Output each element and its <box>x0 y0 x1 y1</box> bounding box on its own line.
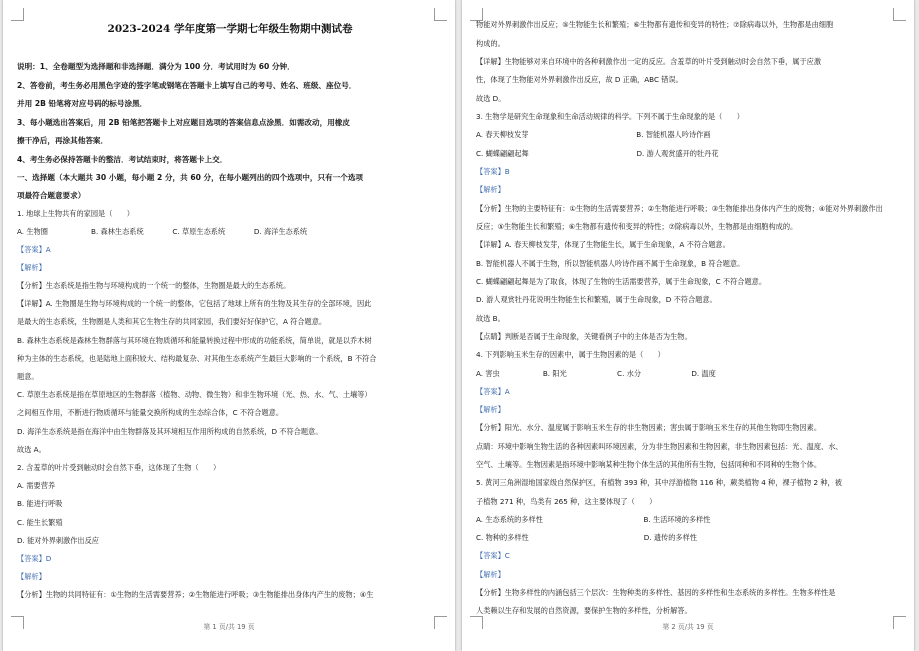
text-line: D. 游人观赏牡丹花说明生物能生长和繁殖，属于生命现象，D 不符合题意。 <box>476 295 717 304</box>
text-line: 【分析】生物的共同特征有：①生物的生活需要营养；②生物能进行呼吸；③生物能排出身体内产生的废物；④生 <box>17 590 374 599</box>
text-line: 【分析】生态系统是指生物与环境构成的一个统一的整体，生物圈是最大的生态系统。 <box>17 281 291 290</box>
crop-mark <box>11 8 24 21</box>
text-line: 故选 B。 <box>476 314 505 323</box>
page-number: 第 1 页/共 19 页 <box>203 623 255 631</box>
text-line: 项最符合题意要求） <box>17 191 86 200</box>
text-line: C. 蝴蝶翩翩起舞是为了取食，体现了生物的生活需要营养，属于生命现象，C 不符合题意。 <box>476 277 767 286</box>
text-line: 3、每小题选出答案后，用 2B 铅笔把答题卡上对应题目选项的答案信息点涂黑．如需改动，用橡皮 <box>17 118 350 127</box>
text-line: A. 害虫 B. 阳光 C. 水分 D. 温度 <box>476 369 716 378</box>
text-line: 故选 D。 <box>476 94 506 103</box>
text-line: 【分析】生物多样性的内涵包括三个层次：生物种类的多样性、基因的多样性和生态系统的多样性。生物多样性是 <box>476 588 836 597</box>
section-tag: 【解析】 <box>476 405 505 414</box>
text-line: 并用 2B 铅笔将对应号码的标号涂黑． <box>17 99 148 108</box>
text-line: 反应；⑤生物能生长和繁殖；⑥生物都有遗传和变异的特性；⑦除病毒以外，生物都是由细胞构成的。 <box>476 222 798 231</box>
text-line: 【详解】A. 生物圈是生物与环境构成的一个统一的整体，它包括了地球上所有的生物及其生存的全部环境，因此 <box>17 299 372 308</box>
section-tag: 【答案】B <box>476 167 510 176</box>
page-title: 2023-2024 学年度第一学期七年级生物期中测试卷 <box>107 23 353 35</box>
text-line: 之间相互作用，不断进行物质循环与能量交换所构成的生态综合体，C 不符合题意。 <box>17 408 284 417</box>
text-line: 人类赖以生存和发展的自然资源，要保护生物的多样性，分析解答。 <box>476 606 692 615</box>
text-line: D. 能对外界刺激作出反应 <box>17 536 99 545</box>
page-number: 第 2 页/共 19 页 <box>662 623 714 631</box>
document-page-2 <box>462 0 914 651</box>
text-line: 5. 黄河三角洲湿地国家级自然保护区，有植物 393 种，其中浮游植物 116 种，蕨类植物 4 种，裸子植物 2 种，被 <box>476 478 842 487</box>
text-line: 点睛：环境中影响生物生活的各种因素叫环境因素，分为非生物因素和生物因素，非生物因素包括：光、温度、水、 <box>476 442 843 451</box>
text-line: 是最大的生态系统，生物圈是人类和其它生物生存的共同家园，我们要好好保护它，A 符合题意。 <box>17 317 327 326</box>
text-line: 1. 地球上生物共有的家园是（ ） <box>17 209 134 218</box>
text-line: 【分析】阳光、水分、温度属于影响玉米生存的非生物因素；害虫属于影响玉米生存的其他生物即生物因素。 <box>476 423 822 432</box>
text-line: 构成的。 <box>476 39 505 48</box>
section-tag: 【答案】C <box>476 551 510 560</box>
text-line: 2、答卷前，考生务必用黑色字迹的签字笔或钢笔在答题卡上填写自己的考号、姓名、班级、座位号． <box>17 81 357 90</box>
section-tag: 【解析】 <box>17 572 46 581</box>
text-line: 一、选择题（本大题共 30 小题，每小题 2 分，共 60 分，在每小题列出的四个选项中，只有一个选项 <box>17 173 364 182</box>
crop-mark <box>434 8 447 21</box>
text-line: B. 森林生态系统是森林生物群落与其环境在物质循环和能量转换过程中形成的功能系统，简单说，就是以乔木树 <box>17 336 372 345</box>
text-line: 题意。 <box>17 372 39 381</box>
text-line: B. 智能机器人不属于生物，所以智能机器人吟诗作画不属于生命现象，B 符合题意。 <box>476 259 745 268</box>
section-tag: 【答案】A <box>17 245 51 254</box>
text-line: 说明：1、全卷题型为选择题和非选择题．满分为 100 分．考试用时为 60 分钟． <box>17 62 295 71</box>
section-tag: 【答案】A <box>476 387 510 396</box>
text-line: A. 生态系统的多样性 B. 生活环境的多样性 <box>476 515 711 524</box>
text-line: D. 海洋生态系统是指在海洋中由生物群落及其环境相互作用所构成的自然系统，D 不符合题意。 <box>17 427 323 436</box>
text-line: 【分析】生物的主要特征有：①生物的生活需要营养；②生物能进行呼吸；③生物能排出身体内产生的废物；④能对外界刺激作出 <box>476 204 883 213</box>
text-line: 擦干净后，再涂其他答案． <box>17 136 109 145</box>
text-line: A. 需要营养 <box>17 481 56 490</box>
text-line: C. 物种的多样性 D. 遗传的多样性 <box>476 533 697 542</box>
text-line: 故选 A。 <box>17 445 46 454</box>
text-line: 2. 含羞草的叶片受到触动时会自然下垂，这体现了生物（ ） <box>17 463 221 472</box>
section-tag: 【解析】 <box>17 263 46 272</box>
text-line: 种为主体的生态系统，也是陆地上面积较大、结构最复杂、对其他生态系统产生最巨大影响的一个系统，B 不符合 <box>17 354 377 363</box>
text-line: A. 生物圈 B. 森林生态系统 C. 草原生态系统 D. 海洋生态系统 <box>17 227 308 236</box>
section-tag: 【解析】 <box>476 570 505 579</box>
text-line: 物能对外界刺激作出反应；⑤生物能生长和繁殖；⑥生物都有遗传和变异的特性；⑦除病毒以外，生物都是由细胞 <box>476 20 834 29</box>
text-line: 子植物 271 种，鸟类有 265 种，这主要体现了（ ） <box>476 497 657 506</box>
text-line: 【详解】A. 春天柳枝发芽，体现了生物能生长，属于生命现象，A 不符合题意。 <box>476 240 730 249</box>
text-line: 空气、土壤等。生物因素是指环境中影响某种生物个体生活的其他所有生物，包括同种和不同种的生物个体。 <box>476 460 822 469</box>
text-line: 【点睛】判断是否属于生命现象，关键看例子中的主体是否为生物。 <box>476 332 692 341</box>
text-line: 3. 生物学是研究生命现象和生命活动规律的科学。下列不属于生命现象的是（ ） <box>476 112 744 121</box>
text-line: C. 蝴蝶翩翩起舞 D. 游人观赏盛开的牡丹花 <box>476 149 719 158</box>
text-line: 【详解】生物能够对来自环境中的各种刺激作出一定的反应。含羞草的叶片受到触动时会自然下垂，属于应激 <box>476 57 822 66</box>
text-line: 4、考生务必保持答题卡的整洁．考试结束时，将答题卡上交． <box>17 155 228 164</box>
text-line: B. 能进行呼吸 <box>17 499 63 508</box>
text-line: C. 能生长繁殖 <box>17 518 63 527</box>
text-line: C. 草原生态系统是指在草原地区的生物群落（植物、动物、微生物）和非生物环境（光、热、水、气、土壤等） <box>17 390 372 399</box>
text-line: 性，体现了生物能对外界刺激作出反应，故 D 正确，ABC 错误。 <box>476 75 683 84</box>
section-tag: 【解析】 <box>476 185 505 194</box>
document-page-1 <box>3 0 455 651</box>
text-line: 4. 下列影响玉米生存的因素中，属于生物因素的是（ ） <box>476 350 665 359</box>
section-tag: 【答案】D <box>17 554 52 563</box>
text-line: A. 春天柳枝发芽 B. 智能机器人吟诗作画 <box>476 130 711 139</box>
